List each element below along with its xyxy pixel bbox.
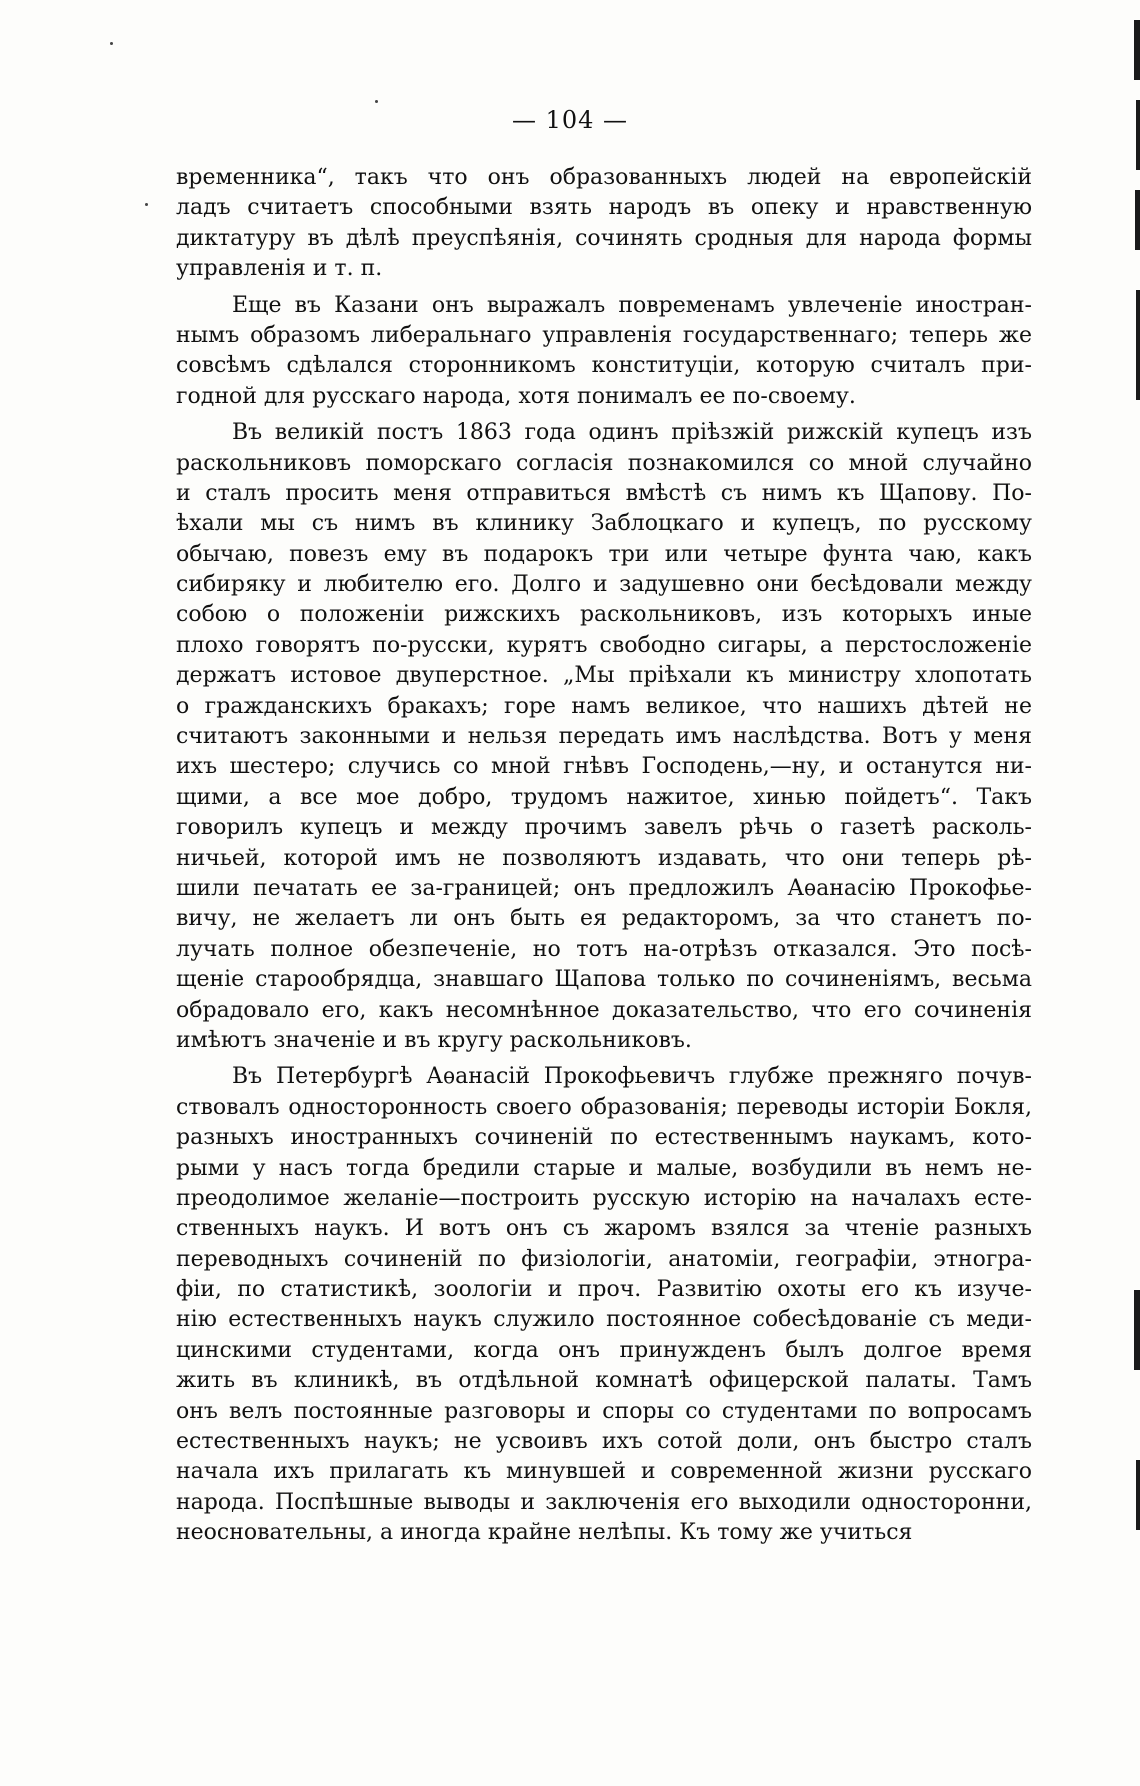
text-line: вичу, не желаетъ ли онъ быть ея редакторомъ, за что станетъ по- xyxy=(176,906,1032,932)
paragraph xyxy=(176,1062,1032,1548)
text-line: держатъ истовое двуперстное. „Мы пріѣхали къ министру хлопотать xyxy=(176,663,1032,689)
text-line: онъ велъ постоянные разговоры и споры со студентами по вопросамъ xyxy=(176,1398,1032,1424)
text-line: временника“, такъ что онъ образованныхъ людей на европейскій xyxy=(176,165,1032,190)
text-line: ладъ считаетъ способными взять народъ въ опеку и нравственную xyxy=(176,195,1032,221)
text-line: обычаю, повезъ ему въ подарокъ три или четыре фунта чаю, какъ xyxy=(176,541,1032,567)
text-line: разныхъ иностранныхъ сочиненій по естественнымъ наукамъ, кото- xyxy=(176,1125,1032,1151)
text-line: и сталъ просить меня отправиться вмѣстѣ съ нимъ къ Щапову. По- xyxy=(176,480,1032,506)
text-line: цинскими студентами, когда онъ принужденъ былъ долгое время xyxy=(176,1337,1032,1363)
text-line: считаютъ законными и нельзя передать имъ наслѣдства. Вотъ у меня xyxy=(176,724,1032,750)
text-line: совсѣмъ сдѣлался сторонникомъ конституціи, которую считалъ при- xyxy=(176,353,1032,379)
scan-edge-mark xyxy=(1136,100,1140,170)
scan-speck xyxy=(110,42,113,45)
page-number: — 104 — xyxy=(511,106,629,134)
text-line: Въ Петербургѣ Аѳанасій Прокофьевичъ глубже прежняго почув- xyxy=(232,1064,1032,1090)
scan-edge-mark xyxy=(1136,290,1140,400)
text-line: ствовалъ односторонность своего образованія; переводы исторіи Бокля, xyxy=(176,1094,1032,1120)
text-line: диктатуру въ дѣлѣ преуспѣянія, сочинять сродныя для народа формы xyxy=(176,225,1032,251)
text-line: начала ихъ прилагать къ минувшей и современной жизни русскаго xyxy=(176,1459,1032,1485)
text-line: нымъ образомъ либеральнаго управленія государственнаго; теперь же xyxy=(176,322,1032,348)
text-line: годной для русскаго народа, хотя понималъ ее по-своему. xyxy=(176,383,856,409)
text-line: о гражданскихъ бракахъ; горе намъ великое, что нашихъ дѣтей не xyxy=(176,693,1032,719)
paragraph xyxy=(176,163,1032,285)
text-line: плохо говорятъ по-русски, курятъ свободно сигары, а перстосложеніе xyxy=(176,632,1032,658)
body-text xyxy=(176,163,1032,1549)
text-line: фіи, по статистикѣ, зоологіи и проч. Развитію охоты его къ изуче- xyxy=(176,1277,1032,1303)
text-line: ѣхали мы съ нимъ въ клинику Заблоцкаго и купецъ, по русскому xyxy=(176,511,1032,537)
text-line: Въ великій постъ 1863 года одинъ пріѣзжій рижскій купецъ изъ xyxy=(232,420,1032,446)
scan-edge-mark xyxy=(1136,1460,1140,1530)
text-line: рыми у насъ тогда бредили старые и малые, возбудили въ немъ не- xyxy=(176,1155,1032,1181)
text-line: собою о положеніи рижскихъ раскольниковъ, изъ которыхъ иные xyxy=(176,602,1032,628)
text-line: щеніе старообрядца, знавшаго Щапова только по сочиненіямъ, весьма xyxy=(176,967,1032,993)
paragraph xyxy=(176,291,1032,413)
text-line: жить въ клиникѣ, въ отдѣльной комнатѣ офицерской палаты. Тамъ xyxy=(176,1368,1032,1394)
paragraph xyxy=(176,418,1032,1056)
scan-edge-mark xyxy=(1134,1290,1140,1370)
text-line: ственныхъ наукъ. И вотъ онъ съ жаромъ взялся за чтеніе разныхъ xyxy=(176,1216,1032,1242)
text-line: ничьей, которой имъ не позволяютъ издавать, что они теперь рѣ- xyxy=(176,845,1032,871)
text-line: шили печатать ее за-границей; онъ предложилъ Аѳанасію Прокофье- xyxy=(176,875,1032,901)
text-line: говорилъ купецъ и между прочимъ завелъ рѣчь о газетѣ расколь- xyxy=(176,815,1032,841)
text-line: обрадовало его, какъ несомнѣнное доказательство, что его сочиненія xyxy=(176,997,1032,1023)
text-line: нію естественныхъ наукъ служило постоянное собесѣдованіе съ меди- xyxy=(176,1307,1032,1333)
text-line: Еще въ Казани онъ выражалъ повременамъ увлеченіе иностран- xyxy=(232,292,1032,318)
text-line: неосновательны, а иногда крайне нелѣпы. Къ тому же учиться xyxy=(176,1520,913,1546)
text-line: имѣютъ значеніе и въ кругу раскольниковъ. xyxy=(176,1027,692,1053)
text-line: управленія и т. п. xyxy=(176,256,383,282)
text-line: народа. Поспѣшные выводы и заключенія его выходили односторонни, xyxy=(176,1489,1032,1515)
scan-speck xyxy=(145,203,148,206)
text-line: лучать полное обезпеченіе, но тотъ на-отрѣзъ отказался. Это посѣ- xyxy=(176,936,1032,962)
text-line: переводныхъ сочиненій по физіологіи, анатоміи, географіи, этногра- xyxy=(176,1246,1032,1272)
text-line: преодолимое желаніе—построить русскую исторію на началахъ есте- xyxy=(176,1185,1032,1211)
text-line: естественныхъ наукъ; не усвоивъ ихъ сотой доли, онъ быстро сталъ xyxy=(176,1429,1032,1455)
scan-edge-mark xyxy=(1134,20,1140,80)
text-line: щими, а все мое добро, трудомъ нажитое, хинью пойдетъ“. Такъ xyxy=(176,784,1032,810)
text-line: ихъ шестеро; случись со мной гнѣвъ Господень,—ну, и останутся ни- xyxy=(176,754,1032,780)
scan-edge-mark xyxy=(1135,190,1140,250)
text-line: раскольниковъ поморскаго согласія познакомился со мной случайно xyxy=(176,450,1032,476)
scan-speck xyxy=(375,100,378,103)
text-line: сибиряку и любителю его. Долго и задушевно они бесѣдовали между xyxy=(176,572,1032,598)
